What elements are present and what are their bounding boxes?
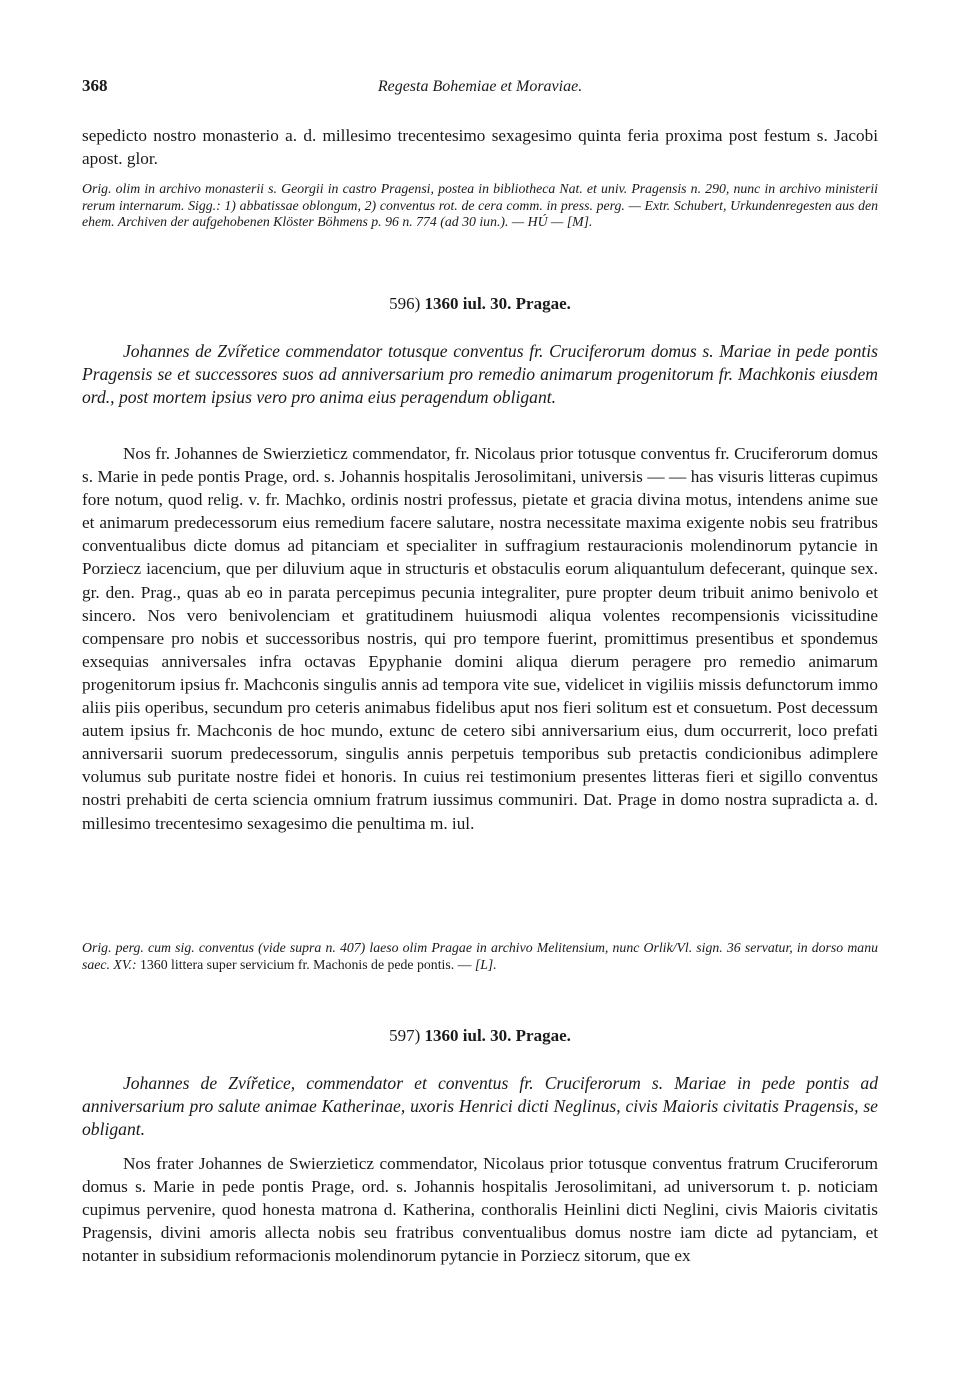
regest-596 bbox=[82, 340, 878, 409]
regest-596-text: Johannes de Zvířetice commendator totusque conventus fr. Cruciferorum domus s. Mariae in pede pontis Pragensis se et successores suos ad anniversarium pro remedio animarum progenitorum fr. Machkonis eiusdem ord., post mortem ipsius vero pro anima eius peragendum obligant. bbox=[82, 341, 878, 407]
source-note-596-upright: 1360 littera super servicium fr. Machonis de pede pontis. — bbox=[140, 956, 472, 972]
carryover-section bbox=[82, 124, 878, 170]
document-heading-597 bbox=[82, 1026, 878, 1046]
source-note-596-text bbox=[82, 940, 878, 973]
carryover-paragraph: sepedicto nostro monasterio a. d. millesimo trecentesimo sexagesimo quinta feria proxima post festum s. Jacobi apost. glor. bbox=[82, 126, 878, 169]
running-title: Regesta Bohemiae et Moraviae. bbox=[377, 78, 583, 95]
document-596 bbox=[82, 294, 878, 314]
charter-text-597 bbox=[82, 1152, 878, 1267]
document-heading-596 bbox=[82, 294, 878, 314]
page-header bbox=[82, 76, 878, 102]
charter-text-596 bbox=[82, 442, 878, 835]
source-note-596 bbox=[82, 940, 878, 973]
document-597 bbox=[82, 1026, 878, 1046]
regest-597-text: Johannes de Zvířetice, commendator et conventus fr. Cruciferorum s. Mariae in pede pontis ad anniversarium pro salute animae Katherinae, uxoris Henrici dicti Neglinus, civis Maioris civitatis Pragensis, se obligant. bbox=[82, 1073, 878, 1139]
page-number: 368 bbox=[82, 76, 108, 95]
regest-597 bbox=[82, 1072, 878, 1141]
document-number-597: 597) bbox=[389, 1026, 421, 1045]
source-note-595-text: Orig. olim in archivo monasterii s. Georgii in castro Pragensi, postea in bibliotheca Nat. et univ. Pragensis n. 290, nunc in archivo ministerii rerum internarum. Sigg.: 1) abbatissae oblongum, 2) conventus rot. de cera comm. in press. perg. — Extr. Schubert, Urkundenregesten aus den ehem. Archiven der aufgehobenen Klöster Böhmens p. 96 n. 774 (ad 30 iun.). — HÚ — [M]. bbox=[82, 181, 878, 230]
document-date-597: 1360 iul. 30. Pragae. bbox=[424, 1026, 571, 1045]
source-note-596-end: [L]. bbox=[474, 956, 497, 972]
charter-596-paragraph: Nos fr. Johannes de Swierzieticz commendator, fr. Nicolaus prior totusque conventus fr. Cruciferorum domus s. Marie in pede pontis Prage, ord. s. Johannis hospitalis Jerosolimitani, universis — — has visuris litteras cupimus fore notum, quod relig. v. fr. Machko, ordinis nostri professus, pietate et gracia divina motus, intendens anime sue et animarum predecessorum eius remedium facere salutare, nostra necessitate maxima exigente nobis seu fratribus conventualibus dicte domus ad pitanciam et specialiter in suffragium restauracionis molendinorum pytancie in Porziecz iacencium, que per diluvium aque in structuris et obstaculis eorum aliquantulum defecerant, quinque sex. gr. den. Prag., quas ab eo in parata percepimus pecunia integraliter, pure propter deum tribuit animo benivolo et sincero. Nos vero benivolenciam et gratitudinem huiusmodi aliqua volentes recompensionis vicissitudine compensare pro nobis et successoribus nostris, qui pro tempore fuerint, promittimus presentibus et spondemus exsequias anniversales infra octavas Epyphanie domini aliqua dierum peragere pro remedio animarum progenitorum ipsius fr. Machconis singulis annis ad tempora vite sue, videlicet in vigiliis missis defunctorum immo aliis piis operibus, secundum pro ceteris animabus fidelibus aput nos fieri solitum est et consuetum. Post decessum autem ipsius fr. Machconis de hoc mundo, extunc de cetero sibi anniversarium eius, dum occurrerit, loco prefati anniversarii suorum predecessorum, singulis annis perpetuis temporibus sub pretactis condicionibus adimplere volumus sub puritate nostre fidei et honoris. In cuius rei testimonium presentes litteras fieri et sigillo conventus nostri prehabiti de certa sciencia omnium fratrum iussimus communiri. Dat. Prage in domo nostra supradicta a. d. millesimo trecentesimo sexagesimo die penultima m. iul. bbox=[82, 444, 878, 833]
document-date-596: 1360 iul. 30. Pragae. bbox=[424, 294, 571, 313]
document-number-596: 596) bbox=[389, 294, 421, 313]
source-note-595 bbox=[82, 181, 878, 231]
charter-597-paragraph: Nos frater Johannes de Swierzieticz commendator, Nicolaus prior totusque conventus fratrum Cruciferorum domus s. Marie in pede pontis Prage, ord. s. Johannis hospitalis Jerosolimitani, ad universorum t. p. noticiam cupimus pervenire, quod honesta matrona d. Katherina, conthoralis Heinlini dicti Neglini, civis Maioris civitatis Pragensis, divini amoris allecta nobis seu fratribus conventualibus domus nostre iam dicte ad pytanciam, et notanter in subsidium reformacionis molendinorum pytancie in Porziecz sitorum, que ex bbox=[82, 1154, 878, 1266]
source-note-596-italic: Orig. perg. cum sig. conventus (vide supra n. 407) laeso olim Pragae in archivo Melitensium, nunc Orlik/Vl. sign. 36 servatur, in dorso manu saec. XV.: bbox=[82, 940, 878, 972]
